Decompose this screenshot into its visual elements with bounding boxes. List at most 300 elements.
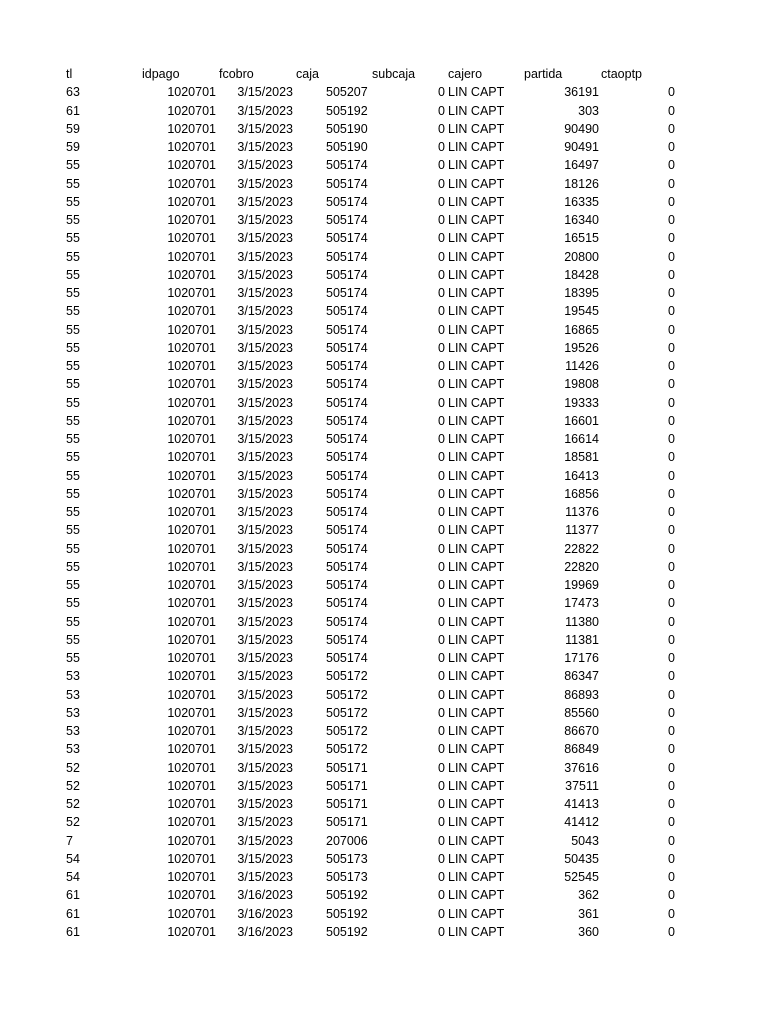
header-cajero: cajero — [448, 67, 483, 81]
table-row — [0, 229, 768, 247]
cell-partida: 16865 — [564, 322, 599, 337]
cell-tl: 55 — [66, 413, 80, 428]
cell-idpago: 1020701 — [167, 140, 216, 154]
table-row — [0, 102, 768, 120]
cell-cajero: LIN CAPT — [448, 614, 505, 629]
cell-tl: 7 — [66, 833, 73, 848]
cell-fcobro: 3/15/2023 — [237, 249, 293, 264]
cell-caja: 505174 — [326, 559, 368, 574]
table-row — [0, 412, 768, 430]
cell-cajero: LIN CAPT — [448, 359, 505, 373]
cell-cajero: LIN CAPT — [448, 559, 505, 574]
cell-idpago: 1020701 — [167, 432, 216, 446]
cell-ctaoptp: 0 — [668, 267, 675, 282]
cell-subcaja: 0 — [438, 103, 445, 118]
cell-caja: 505171 — [326, 797, 368, 811]
cell-ctaoptp: 0 — [668, 505, 675, 519]
cell-cajero: LIN CAPT — [448, 815, 505, 830]
cell-fcobro: 3/15/2023 — [237, 395, 293, 410]
cell-fcobro: 3/15/2023 — [237, 742, 293, 757]
cell-partida: 18126 — [564, 176, 599, 191]
cell-idpago: 1020701 — [167, 286, 216, 300]
cell-idpago: 1020701 — [167, 797, 216, 811]
cell-caja: 505174 — [326, 450, 368, 465]
cell-caja: 505174 — [326, 286, 368, 300]
table-row — [0, 777, 768, 795]
cell-fcobro: 3/15/2023 — [237, 121, 293, 136]
cell-fcobro: 3/15/2023 — [237, 85, 293, 100]
cell-idpago: 1020701 — [167, 559, 216, 574]
cell-caja: 505171 — [326, 760, 368, 775]
cell-caja: 505174 — [326, 213, 368, 227]
cell-ctaoptp: 0 — [668, 632, 675, 647]
cell-tl: 61 — [66, 103, 80, 118]
cell-subcaja: 0 — [438, 651, 445, 665]
table-row — [0, 832, 768, 850]
cell-fcobro: 3/15/2023 — [237, 286, 293, 300]
cell-fcobro: 3/15/2023 — [237, 432, 293, 446]
cell-caja: 505174 — [326, 359, 368, 373]
cell-partida: 19969 — [564, 578, 599, 592]
cell-subcaja: 0 — [438, 778, 445, 793]
cell-idpago: 1020701 — [167, 541, 216, 556]
cell-fcobro: 3/15/2023 — [237, 705, 293, 720]
cell-idpago: 1020701 — [167, 413, 216, 428]
table-row — [0, 649, 768, 667]
cell-caja: 505174 — [326, 486, 368, 501]
cell-idpago: 1020701 — [167, 724, 216, 738]
cell-partida: 90490 — [564, 121, 599, 136]
cell-subcaja: 0 — [438, 213, 445, 227]
cell-idpago: 1020701 — [167, 778, 216, 793]
cell-idpago: 1020701 — [167, 815, 216, 830]
cell-caja: 505174 — [326, 505, 368, 519]
cell-ctaoptp: 0 — [668, 140, 675, 154]
cell-cajero: LIN CAPT — [448, 833, 505, 848]
cell-ctaoptp: 0 — [668, 121, 675, 136]
cell-cajero: LIN CAPT — [448, 632, 505, 647]
cell-subcaja: 0 — [438, 669, 445, 684]
cell-partida: 17176 — [564, 651, 599, 665]
cell-subcaja: 0 — [438, 359, 445, 373]
cell-cajero: LIN CAPT — [448, 778, 505, 793]
cell-fcobro: 3/15/2023 — [237, 505, 293, 519]
cell-idpago: 1020701 — [167, 359, 216, 373]
cell-tl: 55 — [66, 523, 80, 538]
cell-tl: 55 — [66, 450, 80, 465]
table-row — [0, 211, 768, 229]
cell-subcaja: 0 — [438, 815, 445, 830]
cell-subcaja: 0 — [438, 432, 445, 446]
cell-cajero: LIN CAPT — [448, 523, 505, 538]
cell-subcaja: 0 — [438, 742, 445, 757]
cell-tl: 55 — [66, 340, 80, 355]
table-row — [0, 594, 768, 612]
cell-idpago: 1020701 — [167, 486, 216, 501]
cell-caja: 505173 — [326, 870, 368, 884]
cell-subcaja: 0 — [438, 121, 445, 136]
cell-tl: 54 — [66, 851, 80, 866]
cell-idpago: 1020701 — [167, 231, 216, 246]
cell-partida: 90491 — [564, 140, 599, 154]
cell-caja: 505174 — [326, 377, 368, 392]
cell-idpago: 1020701 — [167, 450, 216, 465]
cell-tl: 55 — [66, 632, 80, 647]
cell-fcobro: 3/15/2023 — [237, 687, 293, 702]
cell-partida: 37511 — [565, 778, 599, 793]
cell-subcaja: 0 — [438, 797, 445, 811]
cell-caja: 505171 — [326, 778, 368, 793]
cell-partida: 52545 — [564, 870, 599, 884]
table-row — [0, 503, 768, 521]
cell-ctaoptp: 0 — [668, 797, 675, 811]
cell-cajero: LIN CAPT — [448, 194, 505, 209]
cell-caja: 505174 — [326, 158, 368, 173]
table-row — [0, 321, 768, 339]
cell-partida: 16340 — [564, 213, 599, 227]
cell-idpago: 1020701 — [167, 669, 216, 684]
cell-tl: 53 — [66, 687, 80, 702]
cell-partida: 360 — [578, 924, 599, 939]
cell-subcaja: 0 — [438, 468, 445, 483]
cell-ctaoptp: 0 — [668, 614, 675, 629]
cell-partida: 86347 — [564, 669, 599, 684]
table-row — [0, 558, 768, 576]
cell-caja: 505174 — [326, 304, 368, 319]
cell-ctaoptp: 0 — [668, 158, 675, 173]
cell-subcaja: 0 — [438, 158, 445, 173]
cell-partida: 20800 — [564, 249, 599, 264]
cell-ctaoptp: 0 — [668, 450, 675, 465]
cell-fcobro: 3/15/2023 — [237, 578, 293, 592]
cell-caja: 505174 — [326, 596, 368, 611]
cell-ctaoptp: 0 — [668, 432, 675, 446]
cell-caja: 505174 — [326, 231, 368, 246]
cell-partida: 11426 — [565, 359, 599, 373]
cell-ctaoptp: 0 — [668, 578, 675, 592]
cell-fcobro: 3/15/2023 — [237, 103, 293, 118]
cell-partida: 86670 — [564, 724, 599, 738]
table-row — [0, 339, 768, 357]
cell-tl: 63 — [66, 85, 80, 100]
cell-fcobro: 3/15/2023 — [237, 377, 293, 392]
cell-fcobro: 3/15/2023 — [237, 541, 293, 556]
cell-idpago: 1020701 — [167, 760, 216, 775]
cell-idpago: 1020701 — [167, 194, 216, 209]
cell-idpago: 1020701 — [167, 322, 216, 337]
cell-ctaoptp: 0 — [668, 651, 675, 665]
cell-cajero: LIN CAPT — [448, 158, 505, 173]
cell-cajero: LIN CAPT — [448, 578, 505, 592]
cell-cajero: LIN CAPT — [448, 286, 505, 300]
table-row — [0, 120, 768, 138]
cell-tl: 53 — [66, 705, 80, 720]
cell-subcaja: 0 — [438, 559, 445, 574]
cell-cajero: LIN CAPT — [448, 121, 505, 136]
cell-caja: 505174 — [326, 614, 368, 629]
cell-subcaja: 0 — [438, 249, 445, 264]
cell-cajero: LIN CAPT — [448, 395, 505, 410]
cell-caja: 505173 — [326, 851, 368, 866]
cell-partida: 303 — [578, 103, 599, 118]
cell-partida: 18428 — [564, 267, 599, 282]
cell-caja: 505190 — [326, 140, 368, 154]
cell-idpago: 1020701 — [167, 833, 216, 848]
cell-idpago: 1020701 — [167, 651, 216, 665]
cell-idpago: 1020701 — [167, 906, 216, 921]
cell-ctaoptp: 0 — [668, 669, 675, 684]
cell-subcaja: 0 — [438, 851, 445, 866]
cell-ctaoptp: 0 — [668, 340, 675, 355]
cell-partida: 11377 — [565, 523, 599, 538]
cell-ctaoptp: 0 — [668, 778, 675, 793]
cell-tl: 55 — [66, 468, 80, 483]
cell-caja: 505192 — [326, 888, 368, 903]
cell-cajero: LIN CAPT — [448, 924, 505, 939]
cell-partida: 37616 — [564, 760, 599, 775]
cell-subcaja: 0 — [438, 304, 445, 319]
cell-partida: 16515 — [564, 231, 599, 246]
cell-ctaoptp: 0 — [668, 742, 675, 757]
cell-cajero: LIN CAPT — [448, 450, 505, 465]
cell-idpago: 1020701 — [167, 304, 216, 319]
cell-subcaja: 0 — [438, 505, 445, 519]
cell-partida: 11376 — [565, 505, 599, 519]
table-row — [0, 156, 768, 174]
cell-subcaja: 0 — [438, 523, 445, 538]
cell-partida: 86893 — [564, 687, 599, 702]
cell-idpago: 1020701 — [167, 395, 216, 410]
cell-partida: 19333 — [564, 395, 599, 410]
table-row — [0, 740, 768, 758]
cell-partida: 36191 — [564, 85, 599, 100]
cell-partida: 22820 — [564, 559, 599, 574]
cell-caja: 505174 — [326, 413, 368, 428]
cell-ctaoptp: 0 — [668, 705, 675, 720]
cell-fcobro: 3/15/2023 — [237, 724, 293, 738]
cell-idpago: 1020701 — [167, 121, 216, 136]
table-row — [0, 868, 768, 886]
cell-caja: 505174 — [326, 194, 368, 209]
cell-cajero: LIN CAPT — [448, 231, 505, 246]
cell-caja: 505171 — [326, 815, 368, 830]
cell-cajero: LIN CAPT — [448, 249, 505, 264]
cell-subcaja: 0 — [438, 578, 445, 592]
cell-subcaja: 0 — [438, 140, 445, 154]
cell-ctaoptp: 0 — [668, 249, 675, 264]
cell-fcobro: 3/15/2023 — [237, 778, 293, 793]
cell-caja: 505192 — [326, 924, 368, 939]
cell-subcaja: 0 — [438, 906, 445, 921]
cell-tl: 55 — [66, 286, 80, 300]
cell-ctaoptp: 0 — [668, 231, 675, 246]
cell-subcaja: 0 — [438, 176, 445, 191]
cell-caja: 505192 — [326, 906, 368, 921]
cell-subcaja: 0 — [438, 888, 445, 903]
cell-ctaoptp: 0 — [668, 304, 675, 319]
cell-cajero: LIN CAPT — [448, 797, 505, 811]
cell-partida: 50435 — [564, 851, 599, 866]
data-rows — [0, 83, 768, 941]
cell-idpago: 1020701 — [167, 742, 216, 757]
header-idpago: idpago — [142, 67, 180, 81]
cell-partida: 17473 — [564, 596, 599, 611]
cell-subcaja: 0 — [438, 614, 445, 629]
cell-fcobro: 3/15/2023 — [237, 559, 293, 574]
cell-tl: 53 — [66, 669, 80, 684]
cell-tl: 55 — [66, 213, 80, 227]
cell-subcaja: 0 — [438, 760, 445, 775]
cell-ctaoptp: 0 — [668, 486, 675, 501]
cell-partida: 41413 — [564, 797, 599, 811]
cell-fcobro: 3/15/2023 — [237, 231, 293, 246]
table-row — [0, 430, 768, 448]
cell-tl: 61 — [66, 888, 80, 903]
cell-fcobro: 3/15/2023 — [237, 267, 293, 282]
cell-idpago: 1020701 — [167, 377, 216, 392]
cell-ctaoptp: 0 — [668, 468, 675, 483]
cell-caja: 505174 — [326, 340, 368, 355]
table-row — [0, 248, 768, 266]
table-row — [0, 667, 768, 685]
cell-fcobro: 3/15/2023 — [237, 213, 293, 227]
cell-idpago: 1020701 — [167, 505, 216, 519]
cell-fcobro: 3/15/2023 — [237, 322, 293, 337]
cell-caja: 505172 — [326, 687, 368, 702]
table-row — [0, 394, 768, 412]
cell-cajero: LIN CAPT — [448, 432, 505, 446]
cell-ctaoptp: 0 — [668, 687, 675, 702]
cell-partida: 362 — [578, 888, 599, 903]
cell-partida: 19545 — [564, 304, 599, 319]
cell-tl: 55 — [66, 486, 80, 501]
cell-tl: 55 — [66, 541, 80, 556]
table-row — [0, 175, 768, 193]
table-row — [0, 83, 768, 101]
cell-partida: 16614 — [564, 432, 599, 446]
cell-fcobro: 3/15/2023 — [237, 523, 293, 538]
cell-cajero: LIN CAPT — [448, 760, 505, 775]
cell-cajero: LIN CAPT — [448, 340, 505, 355]
table-row — [0, 613, 768, 631]
cell-fcobro: 3/15/2023 — [237, 651, 293, 665]
cell-idpago: 1020701 — [167, 578, 216, 592]
header-tl: tl — [66, 67, 73, 81]
cell-fcobro: 3/15/2023 — [237, 870, 293, 884]
cell-fcobro: 3/15/2023 — [237, 486, 293, 501]
cell-cajero: LIN CAPT — [448, 85, 505, 100]
cell-idpago: 1020701 — [167, 851, 216, 866]
cell-ctaoptp: 0 — [668, 213, 675, 227]
cell-subcaja: 0 — [438, 724, 445, 738]
table-row — [0, 467, 768, 485]
cell-caja: 505190 — [326, 121, 368, 136]
cell-subcaja: 0 — [438, 413, 445, 428]
cell-fcobro: 3/15/2023 — [237, 614, 293, 629]
table-row — [0, 905, 768, 923]
cell-fcobro: 3/15/2023 — [237, 851, 293, 866]
table-row — [0, 193, 768, 211]
header-ctaoptp: ctaoptp — [601, 67, 643, 81]
cell-ctaoptp: 0 — [668, 906, 675, 921]
cell-tl: 52 — [66, 815, 80, 830]
cell-cajero: LIN CAPT — [448, 505, 505, 519]
cell-cajero: LIN CAPT — [448, 103, 505, 118]
cell-partida: 16413 — [564, 468, 599, 483]
cell-cajero: LIN CAPT — [448, 724, 505, 738]
cell-tl: 55 — [66, 158, 80, 173]
cell-caja: 505174 — [326, 432, 368, 446]
cell-fcobro: 3/15/2023 — [237, 450, 293, 465]
cell-caja: 505174 — [326, 267, 368, 282]
cell-idpago: 1020701 — [167, 340, 216, 355]
cell-tl: 59 — [66, 121, 80, 136]
cell-idpago: 1020701 — [167, 249, 216, 264]
cell-partida: 16856 — [564, 486, 599, 501]
cell-tl: 55 — [66, 231, 80, 246]
cell-fcobro: 3/15/2023 — [237, 596, 293, 611]
cell-cajero: LIN CAPT — [448, 906, 505, 921]
cell-tl: 55 — [66, 559, 80, 574]
cell-cajero: LIN CAPT — [448, 213, 505, 227]
cell-idpago: 1020701 — [167, 213, 216, 227]
cell-tl: 55 — [66, 395, 80, 410]
cell-tl: 54 — [66, 870, 80, 884]
cell-idpago: 1020701 — [167, 870, 216, 884]
cell-cajero: LIN CAPT — [448, 851, 505, 866]
cell-partida: 11380 — [565, 614, 599, 629]
cell-subcaja: 0 — [438, 194, 445, 209]
cell-partida: 18581 — [564, 450, 599, 465]
cell-partida: 41412 — [564, 815, 599, 830]
table-row — [0, 923, 768, 941]
cell-caja: 207006 — [326, 833, 368, 848]
cell-idpago: 1020701 — [167, 888, 216, 903]
cell-fcobro: 3/15/2023 — [237, 304, 293, 319]
cell-tl: 55 — [66, 651, 80, 665]
table-row — [0, 357, 768, 375]
cell-idpago: 1020701 — [167, 632, 216, 647]
header-caja: caja — [296, 67, 319, 81]
cell-fcobro: 3/16/2023 — [237, 888, 293, 903]
cell-idpago: 1020701 — [167, 176, 216, 191]
cell-cajero: LIN CAPT — [448, 596, 505, 611]
cell-ctaoptp: 0 — [668, 596, 675, 611]
cell-ctaoptp: 0 — [668, 924, 675, 939]
cell-fcobro: 3/15/2023 — [237, 176, 293, 191]
cell-fcobro: 3/15/2023 — [237, 815, 293, 830]
cell-tl: 55 — [66, 194, 80, 209]
cell-subcaja: 0 — [438, 340, 445, 355]
table-row — [0, 521, 768, 539]
cell-subcaja: 0 — [438, 833, 445, 848]
cell-caja: 505174 — [326, 541, 368, 556]
cell-tl: 55 — [66, 176, 80, 191]
cell-partida: 85560 — [564, 705, 599, 720]
table-row — [0, 886, 768, 904]
cell-subcaja: 0 — [438, 924, 445, 939]
cell-fcobro: 3/15/2023 — [237, 760, 293, 775]
cell-cajero: LIN CAPT — [448, 705, 505, 720]
cell-subcaja: 0 — [438, 377, 445, 392]
cell-caja: 505192 — [326, 103, 368, 118]
cell-ctaoptp: 0 — [668, 833, 675, 848]
cell-ctaoptp: 0 — [668, 888, 675, 903]
cell-caja: 505174 — [326, 322, 368, 337]
cell-subcaja: 0 — [438, 231, 445, 246]
header-subcaja: subcaja — [372, 67, 416, 81]
table-row — [0, 722, 768, 740]
